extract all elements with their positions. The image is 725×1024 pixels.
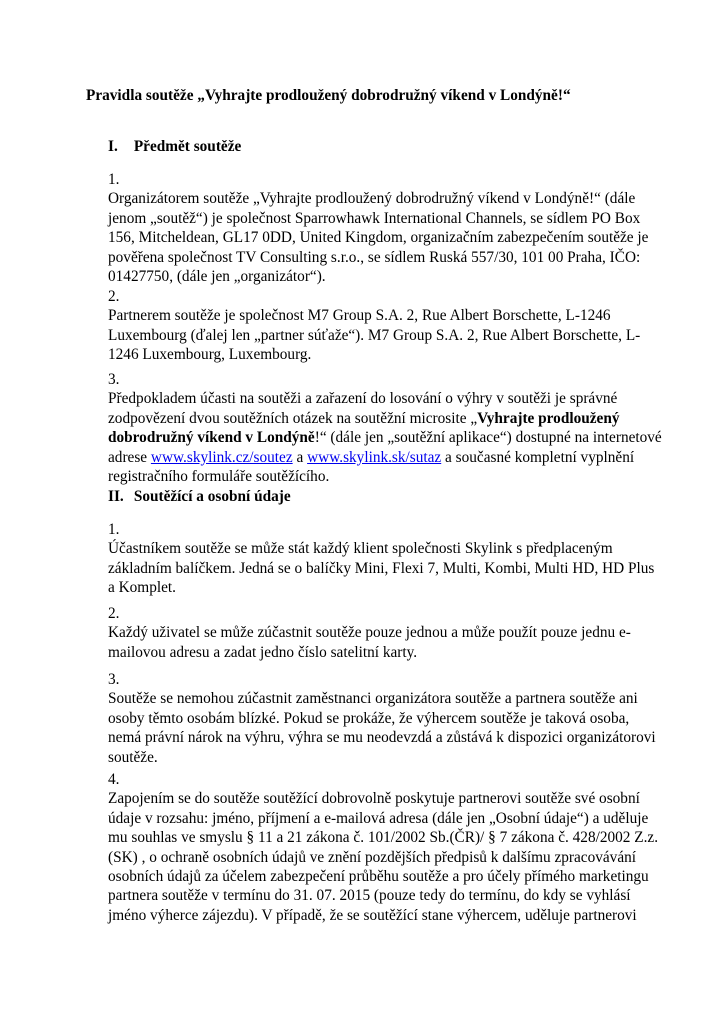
paragraph-2-3	[108, 670, 656, 767]
paragraph-line: soutěže.	[108, 748, 158, 766]
paragraph-number: 2.	[108, 288, 120, 305]
section-heading-1	[108, 137, 241, 156]
paragraph-line: nemá právní nárok na výhru, výhra se mu neodevzdá a zůstává k dispozici organizátorovi	[108, 729, 656, 747]
paragraph-line: Partnerem soutěže je společnost M7 Group S.A. 2, Rue Albert Borschette, L-1246	[108, 307, 611, 325]
paragraph-line: jenom „soutěž“) je společnost Sparrowhawk International Channels, se sídlem PO Box	[108, 209, 641, 227]
paragraph-number: 3.	[108, 371, 120, 388]
text-run: zodpovězení dvou soutěžních otázek na soutěžní microsite „	[108, 409, 478, 427]
paragraph-line: 1246 Luxembourg, Luxembourg.	[108, 346, 312, 364]
document-title: Pravidla soutěže „Vyhrajte prodloužený dobrodružný víkend v Londýně!“	[86, 87, 571, 104]
skylink-sk-link[interactable]: www.skylink.sk/sutaz	[307, 448, 442, 466]
text-run: a	[292, 448, 308, 466]
section-title: Soutěžící a osobní údaje	[133, 488, 291, 505]
paragraph-line: Každý uživatel se může zúčastnit soutěže pouze jednou a může použít pouze jednu e-	[108, 624, 631, 642]
paragraph-line: základním balíčkem. Jedná se o balíčky Mini, Flexi 7, Multi, Kombi, Multi HD, HD Plus	[108, 559, 655, 577]
paragraph-line: Soutěže se nemohou zúčastnit zaměstnanci organizátora soutěže a partnera soutěže ani	[108, 690, 638, 708]
paragraph-line: a Komplet.	[108, 579, 176, 597]
paragraph-number: 1.	[108, 171, 120, 188]
paragraph-line: mailovou adresu a zadat jedno číslo satelitní karty.	[108, 643, 418, 661]
skylink-cz-link[interactable]: www.skylink.cz/soutez	[150, 448, 293, 466]
paragraph-line: partnera soutěže v termínu do 31. 07. 2015 (pouze tedy do termínu, do kdy se vyhlásí	[108, 887, 631, 905]
paragraph-line: Zapojením se do soutěže soutěžící dobrovolně poskytuje partnerovi soutěže své osobní	[108, 790, 640, 808]
paragraph-line: Luxembourg (ďalej len „partner súťaže“). M7 Group S.A. 2, Rue Albert Borschette, L-	[108, 326, 641, 344]
paragraph-line	[108, 448, 635, 467]
paragraph-2-4	[108, 770, 659, 925]
paragraph-line	[108, 428, 662, 447]
paragraph-line: 01427750, (dále jen „organizátor“).	[108, 268, 326, 286]
paragraph-line: údaje v rozsahu: jméno, příjmení a e-mailová adresa (dále jen „Osobní údaje“) a uděluje	[108, 809, 649, 827]
paragraph-line: mu souhlas ve smyslu § 11 a 21 zákona č. 101/2002 Sb.(ČR)/ § 7 zákona č. 428/2002 Z.z.	[108, 829, 659, 847]
paragraph-1-1	[108, 170, 649, 286]
microsite-name-bold: Vyhrajte prodloužený	[477, 409, 620, 427]
paragraph-line: registračního formuláře soutěžícího.	[108, 468, 330, 486]
paragraph-line: Předpokladem účasti na soutěži a zařazení do losování o výhry v soutěži je správné	[108, 390, 618, 408]
text-run: !“ (dále jen „soutěžní aplikace“) dostupné na internetové	[314, 429, 662, 447]
paragraph-number: 4.	[108, 771, 120, 788]
paragraph-line: 156, Mitcheldean, GL17 0DD, United Kingdom, organizačním zabezpečením soutěže je	[108, 229, 649, 247]
paragraph-line: osobních údajů za účelem zabezpečení průběhu soutěže a pro účely přímého marketingu	[108, 868, 649, 886]
paragraph-number: 1.	[108, 521, 120, 538]
paragraph-line	[108, 409, 628, 428]
section-heading-2	[108, 487, 291, 506]
paragraph-line: osoby těmto osobám blízké. Pokud se prokáže, že výhercem soutěže je taková osoba,	[108, 709, 630, 727]
text-run: a současné kompletní vyplnění	[441, 448, 635, 466]
section-number: II.	[108, 488, 124, 505]
paragraph-2-2	[108, 604, 631, 662]
section-number: I.	[108, 138, 118, 155]
paragraph-line: jméno výherce zájezdu). V případě, že se soutěžící stane výhercem, uděluje partnerovi	[108, 906, 637, 924]
paragraph-line: pověřena společnost TV Consulting s.r.o., se sídlem Ruská 557/30, 101 00 Praha, IČO:	[108, 248, 641, 266]
section-title: Předmět soutěže	[133, 138, 242, 155]
paragraph-2-1	[108, 520, 655, 598]
paragraph-line: (SK) , o ochraně osobních údajů ve znění pozdějších předpisů k dalšímu zpracovávání	[108, 848, 637, 866]
paragraph-number: 2.	[108, 605, 120, 622]
paragraph-line: Účastníkem soutěže se může stát každý klient společnosti Skylink s předplaceným	[108, 540, 613, 558]
text-run: adrese	[108, 448, 151, 466]
paragraph-number: 3.	[108, 671, 120, 688]
microsite-name-bold: dobrodružný víkend v Londýně	[108, 429, 315, 447]
paragraph-1-3	[108, 370, 662, 486]
paragraph-1-2	[108, 287, 641, 365]
paragraph-line: Organizátorem soutěže „Vyhrajte prodloužený dobrodružný víkend v Londýně!“ (dále	[108, 190, 636, 208]
